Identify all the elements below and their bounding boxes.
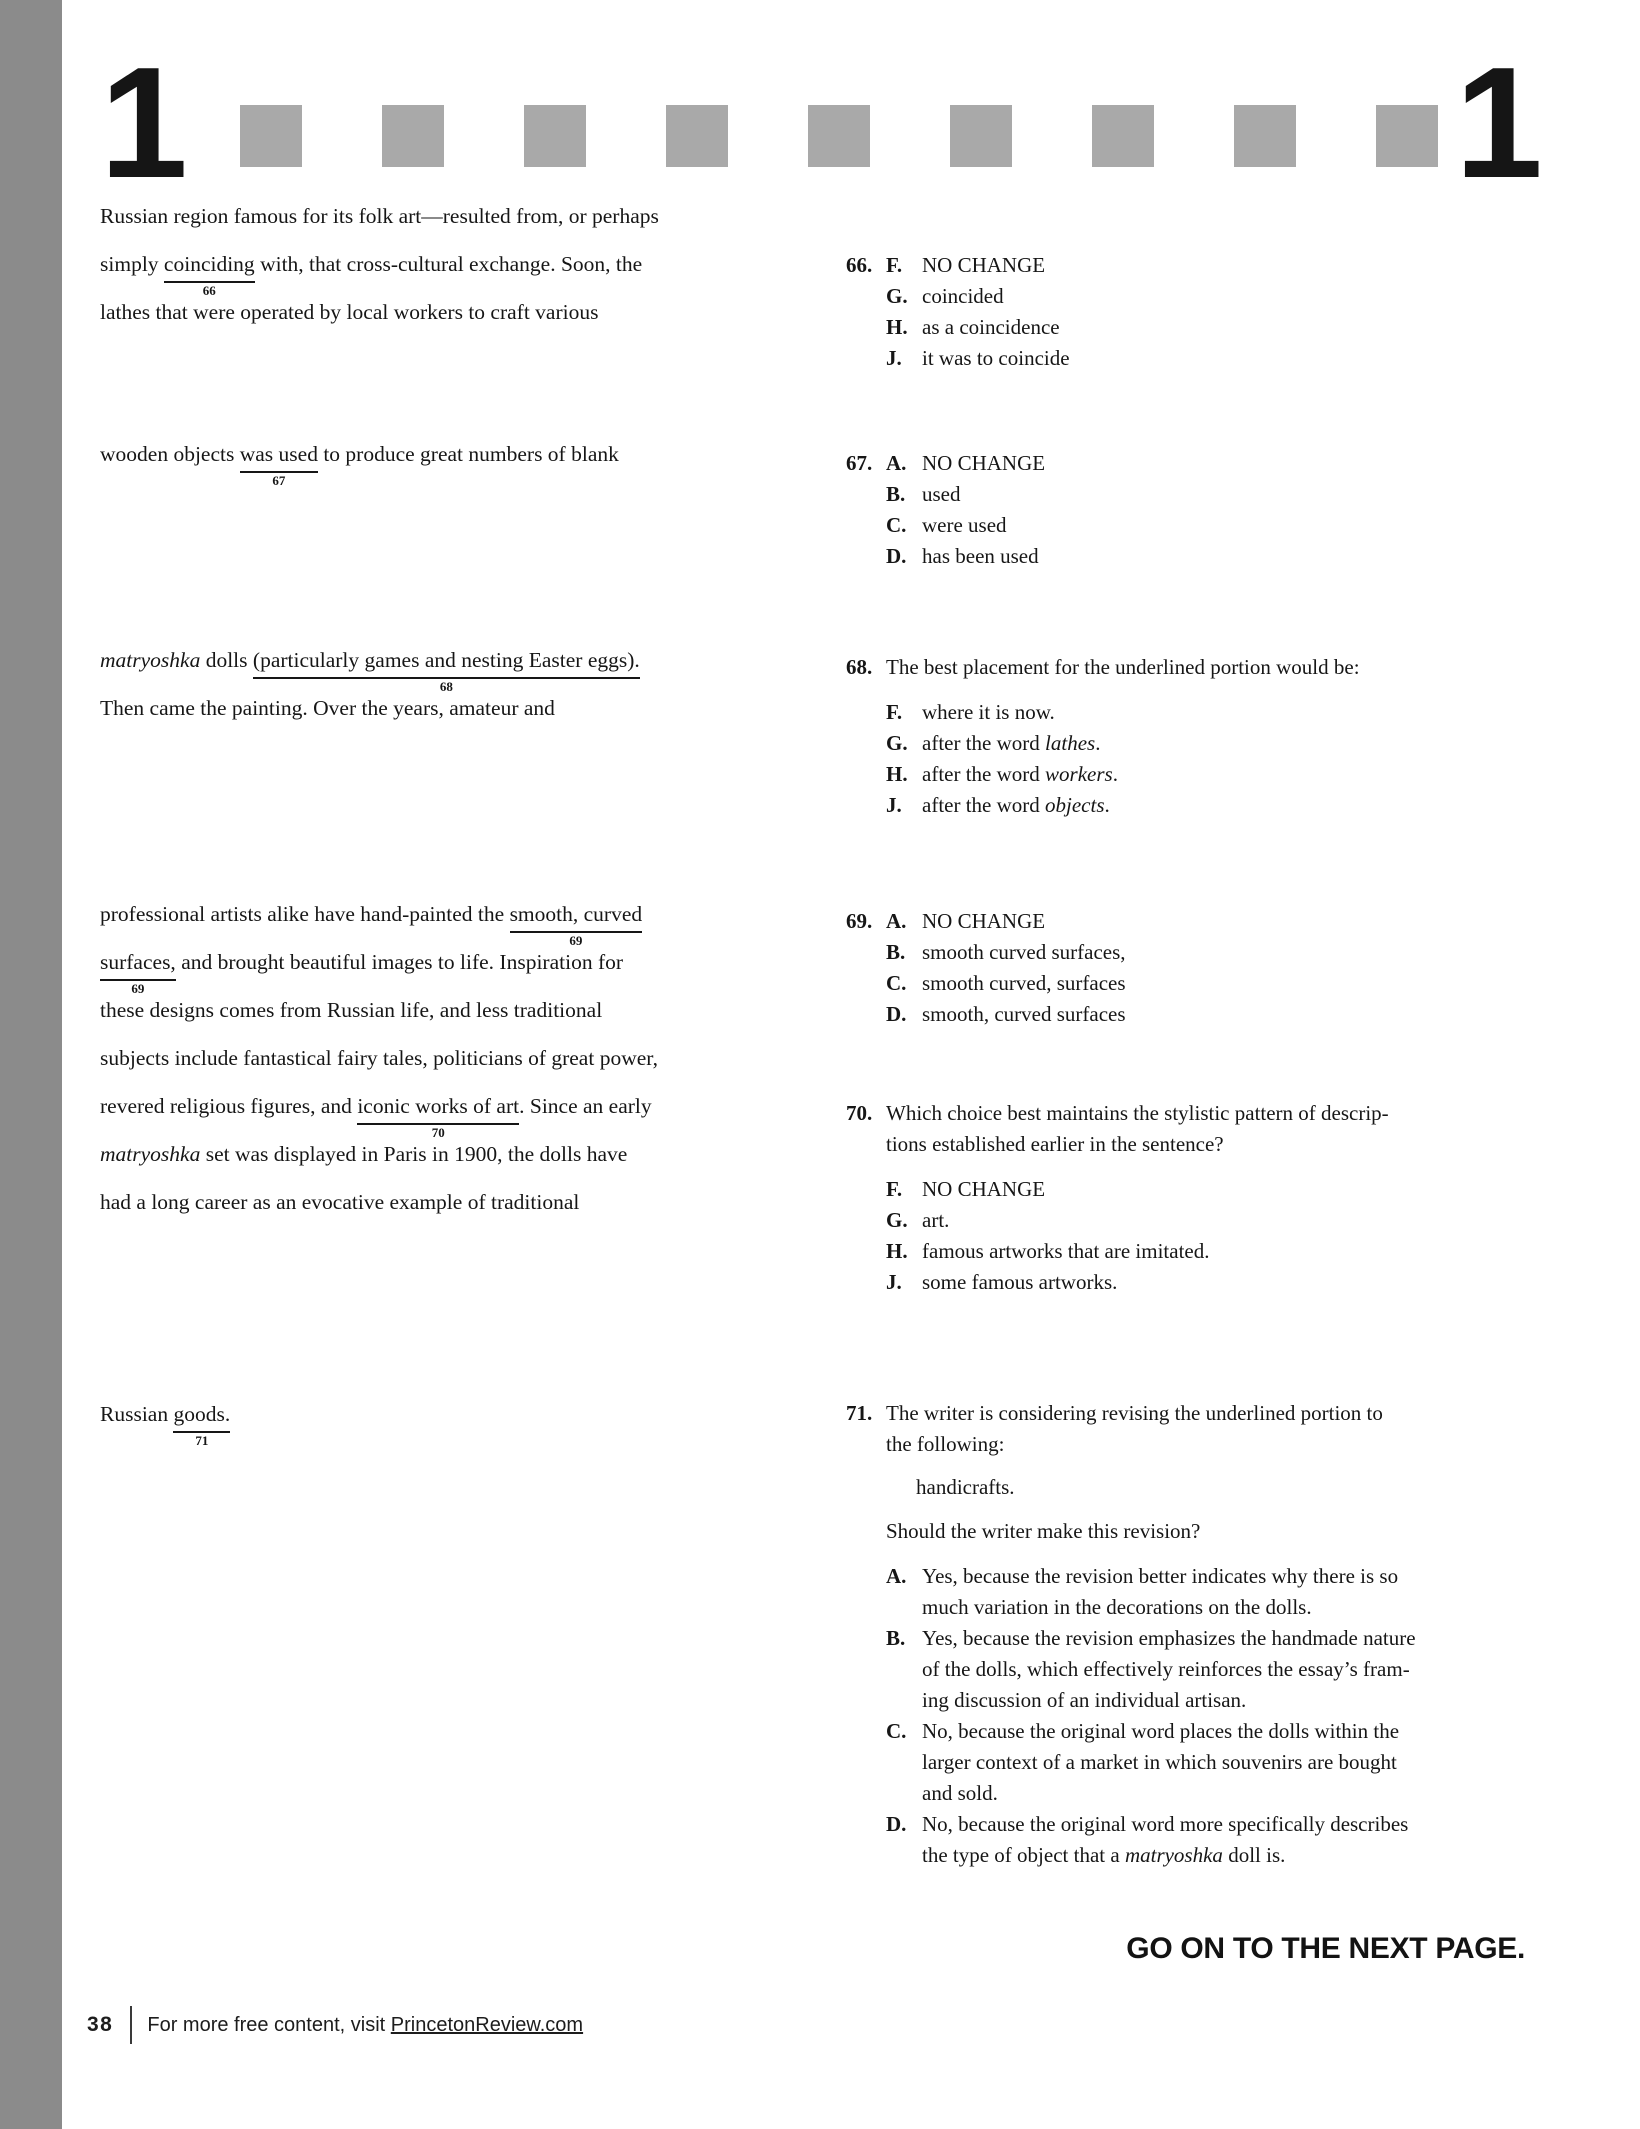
text-segment: The writer is considering revising the underlined portion to	[886, 1401, 1383, 1425]
answer-option-f[interactable]	[886, 697, 1552, 728]
text-segment: coincided	[922, 284, 1004, 308]
text-segment: Should the writer make this revision?	[886, 1519, 1201, 1543]
italic-text: objects	[1045, 793, 1105, 817]
text-segment: set was displayed in Paris in 1900, the dolls have	[200, 1142, 628, 1166]
question-number: 68.	[846, 655, 873, 679]
option-text	[922, 312, 1552, 343]
text-segment: NO CHANGE	[922, 909, 1046, 933]
text-segment: .	[1112, 762, 1118, 786]
footer-link[interactable]: PrincetonReview.com	[390, 2013, 584, 2036]
text-segment: smooth curved surfaces,	[922, 940, 1126, 964]
underline-ref-number: 66	[202, 283, 216, 298]
option-line	[922, 1267, 1552, 1298]
text-segment: NO CHANGE	[922, 451, 1046, 475]
text-segment: Then came the painting. Over the years, amateur and	[100, 696, 555, 720]
stem-line	[886, 1398, 1552, 1429]
underline-ref-number: 70	[431, 1125, 445, 1140]
option-line	[922, 448, 1552, 479]
stem-line	[886, 1129, 1552, 1160]
underline-ref-number: 67	[272, 473, 286, 488]
italic-text: matryoshka	[100, 1142, 201, 1166]
option-text	[922, 697, 1552, 728]
option-line	[922, 790, 1552, 821]
passage-line	[100, 890, 765, 948]
option-line	[922, 1561, 1552, 1592]
question-stem	[886, 1398, 1552, 1460]
text-segment: professional artists alike have hand-painted the	[100, 902, 510, 926]
option-line	[922, 906, 1552, 937]
option-letter: C.	[886, 1719, 907, 1743]
text-segment: smooth, curved surfaces	[922, 1002, 1126, 1026]
answer-option-c[interactable]	[886, 510, 1552, 541]
text-segment: simply	[100, 252, 164, 276]
underline-ref-number: 71	[195, 1433, 209, 1448]
question-70	[846, 1098, 1552, 1298]
passage-line	[100, 1390, 765, 1448]
option-line	[922, 1840, 1552, 1871]
option-letter: J.	[886, 346, 902, 370]
answer-option-g[interactable]	[886, 728, 1552, 759]
option-letter: A.	[886, 909, 907, 933]
answer-option-c[interactable]	[886, 968, 1552, 999]
text-segment: doll is.	[1222, 1843, 1286, 1867]
text-segment: .	[1104, 793, 1110, 817]
option-text	[922, 906, 1552, 937]
option-text	[922, 1267, 1552, 1298]
option-line	[922, 1623, 1552, 1654]
passage-block	[100, 636, 765, 732]
option-letter: J.	[886, 793, 902, 817]
passage-line	[100, 1082, 765, 1140]
answer-option-j[interactable]	[886, 1267, 1552, 1298]
option-text	[922, 541, 1552, 572]
answer-option-b[interactable]	[886, 937, 1552, 968]
footer-note	[147, 2014, 583, 2037]
passage-line	[100, 1178, 765, 1226]
text-segment: . Since an early	[519, 1094, 652, 1118]
option-letter: G.	[886, 284, 908, 308]
text-segment: revered religious figures, and	[100, 1094, 358, 1118]
passage-block	[100, 192, 765, 336]
footer-divider	[130, 2006, 132, 2044]
header-square	[524, 105, 586, 167]
text-segment: of the dolls, which effectively reinforces the essay’s fram-	[922, 1657, 1410, 1681]
option-line	[922, 250, 1552, 281]
italic-text: workers	[1045, 762, 1113, 786]
text-segment: it was to coincide	[922, 346, 1070, 370]
answer-options	[886, 448, 1552, 572]
option-letter: B.	[886, 482, 906, 506]
answer-option-h[interactable]	[886, 759, 1552, 790]
italic-text: matryoshka	[1124, 1843, 1223, 1867]
option-letter: F.	[886, 700, 903, 724]
option-line	[922, 479, 1552, 510]
option-letter: D.	[886, 544, 907, 568]
option-letter: B.	[886, 940, 906, 964]
option-line	[922, 1809, 1552, 1840]
passage-block	[100, 1390, 765, 1448]
text-segment: after the word	[922, 731, 1046, 755]
option-text	[922, 281, 1552, 312]
text-segment: handicrafts.	[916, 1475, 1015, 1499]
underline-ref-number: 68	[439, 679, 453, 694]
question-body	[886, 1398, 1552, 1871]
italic-text: matryoshka	[100, 648, 201, 672]
option-line	[922, 312, 1552, 343]
option-text	[922, 479, 1552, 510]
answer-options	[886, 697, 1552, 821]
passage-line	[100, 636, 765, 694]
text-segment: wooden objects	[100, 442, 240, 466]
text-segment: has been used	[922, 544, 1039, 568]
text-segment: No, because the original word places the dolls within the	[922, 1719, 1400, 1743]
option-line	[922, 697, 1552, 728]
option-letter: H.	[886, 762, 908, 786]
underlined-portion: was used 67	[239, 442, 318, 488]
go-on-next-page-label: GO ON TO THE NEXT PAGE.	[1126, 1932, 1525, 1965]
option-line	[922, 968, 1552, 999]
question-indent	[916, 1472, 1552, 1503]
text-segment: some famous artworks.	[922, 1270, 1118, 1294]
underlined-portion: (particularly games and nesting Easter eggs). 68	[252, 648, 640, 694]
passage-line	[100, 1034, 765, 1082]
option-letter: H.	[886, 315, 908, 339]
underline-ref-number: 69	[131, 981, 145, 996]
option-text	[922, 790, 1552, 821]
question-number: 66.	[846, 253, 873, 277]
question-stem	[886, 1098, 1552, 1160]
header-square	[950, 105, 1012, 167]
option-line	[922, 1174, 1552, 1205]
option-line	[922, 1716, 1552, 1747]
footer-note-text: For more free content, visit	[147, 2013, 391, 2036]
option-text	[922, 250, 1552, 281]
option-line	[922, 1592, 1552, 1623]
text-segment: Yes, because the revision better indicates why there is so	[922, 1564, 1399, 1588]
option-line	[922, 1685, 1552, 1716]
header-square	[382, 105, 444, 167]
text-segment: NO CHANGE	[922, 253, 1046, 277]
option-letter: D.	[886, 1812, 907, 1836]
text-segment: famous artworks that are imitated.	[922, 1239, 1210, 1263]
option-text	[922, 1174, 1552, 1205]
text-segment: ing discussion of an individual artisan.	[922, 1688, 1247, 1712]
italic-text: lathes	[1045, 731, 1096, 755]
answer-option-d[interactable]	[886, 1809, 1552, 1871]
option-line	[922, 510, 1552, 541]
question-number: 70.	[846, 1101, 873, 1125]
underlined-portion: iconic works of art 70	[357, 1094, 520, 1140]
question-67	[846, 448, 1552, 572]
option-text	[922, 968, 1552, 999]
text-segment: the type of object that a	[922, 1843, 1125, 1867]
option-line	[922, 1654, 1552, 1685]
text-segment: these designs comes from Russian life, and less traditional	[100, 998, 603, 1022]
option-line	[922, 1205, 1552, 1236]
option-text	[922, 728, 1552, 759]
text-segment: Russian region famous for its folk art—resulted from, or perhaps	[100, 204, 659, 228]
text-segment: the following:	[886, 1432, 1005, 1456]
answer-option-b[interactable]	[886, 479, 1552, 510]
answer-option-g[interactable]	[886, 1205, 1552, 1236]
answer-option-a[interactable]	[886, 906, 1552, 937]
underline-ref-number: 69	[569, 933, 583, 948]
text-segment: Russian	[100, 1402, 174, 1426]
header-square	[240, 105, 302, 167]
passage-line	[100, 430, 765, 488]
question-number: 67.	[846, 451, 873, 475]
option-line	[922, 999, 1552, 1030]
question-number: 71.	[846, 1401, 873, 1425]
text-segment: smooth curved, surfaces	[922, 971, 1126, 995]
answer-options	[886, 906, 1552, 1030]
text-segment: were used	[922, 513, 1007, 537]
question-body	[886, 250, 1552, 374]
text-segment: much variation in the decorations on the dolls.	[922, 1595, 1312, 1619]
option-letter: F.	[886, 253, 903, 277]
passage-block	[100, 430, 765, 488]
question-number: 69.	[846, 909, 873, 933]
option-text	[922, 1236, 1552, 1267]
option-letter: B.	[886, 1626, 906, 1650]
option-line	[922, 343, 1552, 374]
option-line	[922, 728, 1552, 759]
answer-option-d[interactable]	[886, 541, 1552, 572]
text-segment: tions established earlier in the sentence?	[886, 1132, 1224, 1156]
underlined-portion: goods. 71	[173, 1402, 231, 1448]
answer-option-j[interactable]	[886, 790, 1552, 821]
stem-line	[916, 1472, 1552, 1503]
section-number-right: 1	[1455, 35, 1543, 211]
text-segment: larger context of a market in which souvenirs are bought	[922, 1750, 1397, 1774]
option-letter: D.	[886, 1002, 907, 1026]
option-text	[922, 1716, 1552, 1809]
question-71	[846, 1398, 1552, 1871]
option-text	[922, 999, 1552, 1030]
header-square	[1092, 105, 1154, 167]
option-letter: G.	[886, 731, 908, 755]
text-segment: had a long career as an evocative example of traditional	[100, 1190, 580, 1214]
stem-line	[886, 1429, 1552, 1460]
answer-option-f[interactable]	[886, 1174, 1552, 1205]
answer-options	[886, 250, 1552, 374]
text-segment: to produce great numbers of blank	[317, 442, 619, 466]
answer-option-c[interactable]	[886, 1716, 1552, 1809]
option-line	[922, 281, 1552, 312]
option-letter: C.	[886, 971, 907, 995]
text-segment: with, that cross-cultural exchange. Soon, the	[254, 252, 643, 276]
answer-options	[886, 1174, 1552, 1298]
question-body	[886, 1098, 1552, 1298]
header-square	[666, 105, 728, 167]
answer-option-j[interactable]	[886, 343, 1552, 374]
text-segment: and brought beautiful images to life. Inspiration for	[175, 950, 624, 974]
stem-line	[886, 1098, 1552, 1129]
question-68	[846, 652, 1552, 821]
question-body	[886, 906, 1552, 1030]
text-segment: as a coincidence	[922, 315, 1060, 339]
text-segment: subjects include fantastical fairy tales, politicians of great power,	[100, 1046, 658, 1070]
answer-option-h[interactable]	[886, 312, 1552, 343]
passage-line	[100, 684, 765, 732]
option-line	[922, 937, 1552, 968]
answer-options	[886, 1561, 1552, 1871]
answer-option-g[interactable]	[886, 281, 1552, 312]
option-letter: G.	[886, 1208, 908, 1232]
answer-option-a[interactable]	[886, 448, 1552, 479]
passage-line	[100, 986, 765, 1034]
text-segment: The best placement for the underlined portion would be:	[886, 655, 1360, 679]
page-footer	[87, 2006, 583, 2044]
option-letter: H.	[886, 1239, 908, 1263]
question-body	[886, 652, 1552, 821]
answer-option-f[interactable]	[886, 250, 1552, 281]
option-text	[922, 510, 1552, 541]
underlined-portion: surfaces, 69	[100, 950, 176, 996]
text-segment: No, because the original word more specifically describes	[922, 1812, 1409, 1836]
passage-line	[100, 938, 765, 996]
text-segment: art.	[922, 1208, 950, 1232]
section-number-left: 1	[100, 35, 188, 211]
header-square	[808, 105, 870, 167]
text-segment: used	[922, 482, 961, 506]
option-letter: C.	[886, 513, 907, 537]
answer-option-b[interactable]	[886, 1623, 1552, 1716]
passage-line	[100, 240, 765, 298]
option-text	[922, 759, 1552, 790]
stem-line	[886, 1516, 1552, 1547]
text-segment: after the word	[922, 793, 1046, 817]
underlined-portion: smooth, curved 69	[509, 902, 643, 948]
option-letter: A.	[886, 1564, 907, 1588]
option-letter: F.	[886, 1177, 903, 1201]
passage-line	[100, 192, 765, 240]
question-followup	[886, 1516, 1552, 1547]
option-line	[922, 1747, 1552, 1778]
question-66	[846, 250, 1552, 374]
answer-option-h[interactable]	[886, 1236, 1552, 1267]
question-body	[886, 448, 1552, 572]
page-number: 38	[87, 2013, 114, 2036]
text-segment: lathes that were operated by local workers to craft various	[100, 300, 599, 324]
underlined-portion: coinciding 66	[163, 252, 255, 298]
question-stem	[886, 652, 1552, 683]
header-square	[1376, 105, 1438, 167]
text-segment: Yes, because the revision emphasizes the handmade nature	[922, 1626, 1416, 1650]
option-letter: A.	[886, 451, 907, 475]
option-line	[922, 759, 1552, 790]
option-text	[922, 937, 1552, 968]
option-text	[922, 1205, 1552, 1236]
option-text	[922, 448, 1552, 479]
text-segment: and sold.	[922, 1781, 998, 1805]
option-line	[922, 541, 1552, 572]
passage-line	[100, 288, 765, 336]
option-text	[922, 1623, 1552, 1716]
text-segment: where it is now.	[922, 700, 1055, 724]
answer-option-a[interactable]	[886, 1561, 1552, 1623]
question-69	[846, 906, 1552, 1030]
option-text	[922, 1561, 1552, 1623]
option-line	[922, 1778, 1552, 1809]
option-line	[922, 1236, 1552, 1267]
text-segment: after the word	[922, 762, 1046, 786]
passage-block	[100, 890, 765, 1226]
option-text	[922, 1809, 1552, 1871]
stem-line	[886, 652, 1552, 683]
left-margin-strip	[0, 0, 62, 2129]
text-segment: .	[1095, 731, 1101, 755]
text-segment: dolls	[200, 648, 253, 672]
option-text	[922, 343, 1552, 374]
text-segment: Which choice best maintains the stylistic pattern of descrip-	[886, 1101, 1389, 1125]
answer-option-d[interactable]	[886, 999, 1552, 1030]
text-segment: NO CHANGE	[922, 1177, 1046, 1201]
header-square	[1234, 105, 1296, 167]
option-letter: J.	[886, 1270, 902, 1294]
